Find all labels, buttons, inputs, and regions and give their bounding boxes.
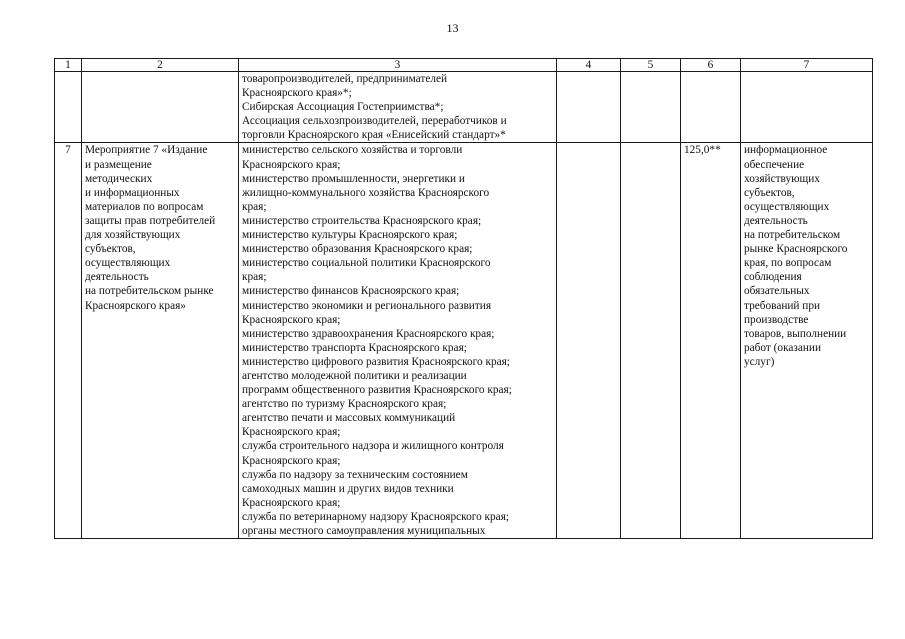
text-line: материалов по вопросам — [85, 200, 204, 213]
cell-expected-result — [741, 143, 873, 539]
text-line: и размещение — [85, 158, 152, 171]
text-line: товаров, выполнении — [744, 327, 847, 340]
measures-table — [54, 58, 873, 539]
text-line: служба по ветеринарному надзору Красноярского края; — [242, 510, 510, 523]
text-line: министерство сельского хозяйства и торговли — [242, 144, 463, 157]
column-number: 2 — [82, 59, 239, 72]
text-line: Красноярского края; — [242, 313, 341, 326]
text-line: министерство культуры Красноярского края; — [242, 229, 458, 242]
text-line: Красноярского края; — [242, 496, 341, 509]
text-line: края; — [242, 200, 267, 213]
text-line: осуществляющих — [744, 200, 830, 213]
text-line: министерство промышленности, энергетики и — [242, 172, 465, 185]
text-line: торговли Красноярского края «Енисейский стандарт»* — [242, 129, 506, 142]
column-number: 1 — [55, 59, 82, 72]
text-line: субъектов, — [744, 186, 795, 199]
column-number: 4 — [557, 59, 621, 72]
text-line: работ (оказании — [744, 341, 822, 354]
text-line: министерство социальной политики Красноярского — [242, 257, 491, 270]
text-line: информационное — [744, 144, 828, 157]
text-line: министерство строительства Красноярского края; — [242, 214, 482, 227]
text-line: соблюдения — [744, 271, 802, 284]
text-line: органы местного самоуправления муниципальных — [242, 525, 486, 537]
text-line: требований при — [744, 299, 821, 312]
text-line: осуществляющих — [85, 257, 171, 270]
page-number: 13 — [446, 21, 459, 35]
text-line: и информационных — [85, 186, 180, 199]
text-line: служба по надзору за техническим состоянием — [242, 468, 468, 481]
column-number: 6 — [681, 59, 741, 72]
text-line: товаропроизводителей, предпринимателей — [242, 73, 448, 85]
text-line: края, по вопросам — [744, 257, 832, 270]
text-line: деятельность — [85, 271, 149, 284]
column-number: 5 — [621, 59, 681, 72]
text-line: Мероприятие 7 «Издание — [85, 144, 208, 157]
text-line: Красноярского края; — [242, 426, 341, 439]
text-line: министерство финансов Красноярского края; — [242, 285, 460, 298]
text-line: агентство молодежной политики и реализации — [242, 369, 467, 382]
text-line: министерство здравоохранения Красноярского края; — [242, 327, 495, 340]
text-line: агентство печати и массовых коммуникаций — [242, 412, 456, 425]
text-line: министерство цифрового развития Красноярского края; — [242, 355, 510, 368]
cell-col5 — [621, 143, 681, 539]
cell-col6 — [681, 72, 741, 143]
text-line: рынке Красноярского — [744, 243, 848, 256]
row-number: 7 — [55, 143, 82, 539]
text-line: обязательных — [744, 285, 810, 298]
text-line: на потребительском — [744, 229, 841, 242]
cell-col4 — [557, 72, 621, 143]
text-line: министерство образования Красноярского края; — [242, 243, 473, 256]
text-line: для хозяйствующих — [85, 229, 181, 242]
text-line: методических — [85, 172, 153, 185]
text-line: министерство транспорта Красноярского края; — [242, 341, 467, 354]
cell-col2 — [82, 72, 239, 143]
text-line: служба строительного надзора и жилищного контроля — [242, 440, 504, 453]
column-number-row — [55, 59, 873, 72]
table-row-continuation — [55, 72, 873, 143]
cell-col5 — [621, 72, 681, 143]
cell-col4 — [557, 143, 621, 539]
text-line: агентство по туризму Красноярского края; — [242, 398, 447, 411]
text-line: программ общественного развития Красноярского края; — [242, 384, 512, 397]
text-line: Сибирская Ассоциация Гостеприимства*; — [242, 101, 444, 114]
cell-executors — [239, 72, 557, 143]
text-line: обеспечение — [744, 158, 805, 171]
cell-executors — [239, 143, 557, 539]
text-line: Красноярского края»*; — [242, 87, 352, 100]
cell-col1 — [55, 72, 82, 143]
text-line: Красноярского края; — [242, 158, 341, 171]
cell-funding-amount: 125,0** — [681, 143, 741, 539]
text-line: на потребительском рынке — [85, 285, 214, 298]
column-number: 7 — [741, 59, 873, 72]
text-line: хозяйствующих — [744, 172, 820, 185]
column-number: 3 — [239, 59, 557, 72]
text-line: самоходных машин и других видов техники — [242, 482, 454, 495]
text-line: производстве — [744, 313, 809, 326]
text-line: жилищно-коммунального хозяйства Красноярского — [242, 186, 490, 199]
text-line: Красноярского края» — [85, 299, 186, 312]
text-line: Ассоциация сельхозпроизводителей, переработчиков и — [242, 115, 507, 128]
cell-measure-title — [82, 143, 239, 539]
text-line: защиты прав потребителей — [85, 214, 216, 227]
text-line: деятельность — [744, 214, 808, 227]
text-line: субъектов, — [85, 243, 136, 256]
text-line: министерство экономики и регионального развития — [242, 299, 492, 312]
text-line: края; — [242, 271, 267, 284]
text-line: Красноярского края; — [242, 454, 341, 467]
text-line: услуг) — [744, 355, 775, 368]
table-row-measure-7 — [55, 143, 873, 539]
cell-col7 — [741, 72, 873, 143]
